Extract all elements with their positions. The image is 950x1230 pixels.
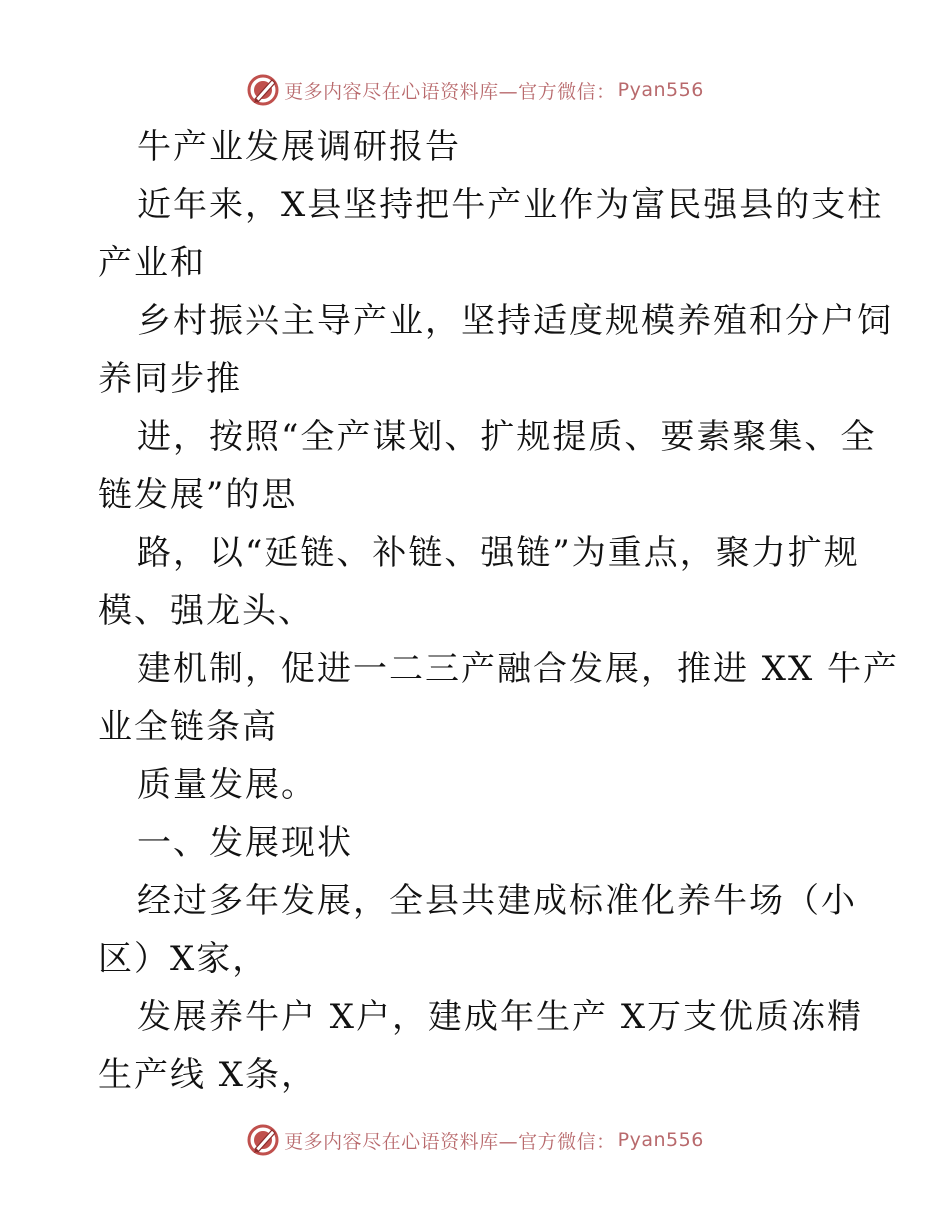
- paragraph-line: 质量发展。: [137, 765, 317, 805]
- paragraph-line: 路，以“延链、补链、强链”为重点，聚力扩规: [137, 533, 860, 573]
- watermark-text: 更多内容尽在心语资料库—官方微信：: [284, 80, 616, 103]
- paragraph-line: 业全链条高: [98, 707, 278, 747]
- pen-seal-logo-icon: [246, 73, 280, 107]
- watermark-wechat-id: Pyan556: [617, 1129, 704, 1151]
- paragraph-line: 乡村振兴主导产业，坚持适度规模养殖和分户饲: [137, 301, 893, 341]
- paragraph-line: 产业和: [98, 243, 206, 283]
- paragraph-line: 发展养牛户 X户，建成年生产 X万支优质冻精: [137, 997, 864, 1037]
- paragraph-line: 近年来，X县坚持把牛产业作为富民强县的支柱: [137, 185, 884, 225]
- pen-seal-logo-icon: [246, 1123, 280, 1157]
- document-title: 牛产业发展调研报告: [137, 127, 461, 167]
- paragraph-line: 模、强龙头、: [98, 591, 314, 631]
- paragraph-line: 区）X家，: [98, 939, 269, 979]
- watermark-banner-bottom: [0, 1120, 950, 1160]
- section-heading: 一、发展现状: [137, 823, 353, 863]
- paragraph-line: 链发展”的思: [98, 475, 298, 515]
- watermark-banner-top: [0, 70, 950, 110]
- paragraph-line: 进，按照“全产谋划、扩规提质、要素聚集、全: [137, 417, 877, 457]
- paragraph-line: 生产线 X条，: [98, 1055, 318, 1095]
- paragraph-line: 经过多年发展，全县共建成标准化养牛场（小: [137, 881, 857, 921]
- watermark-text: 更多内容尽在心语资料库—官方微信：: [284, 1130, 616, 1153]
- paragraph-line: 养同步推: [98, 359, 242, 399]
- watermark-wechat-id: Pyan556: [617, 79, 704, 101]
- paragraph-line: 建机制，促进一二三产融合发展，推进 XX 牛产: [137, 649, 900, 689]
